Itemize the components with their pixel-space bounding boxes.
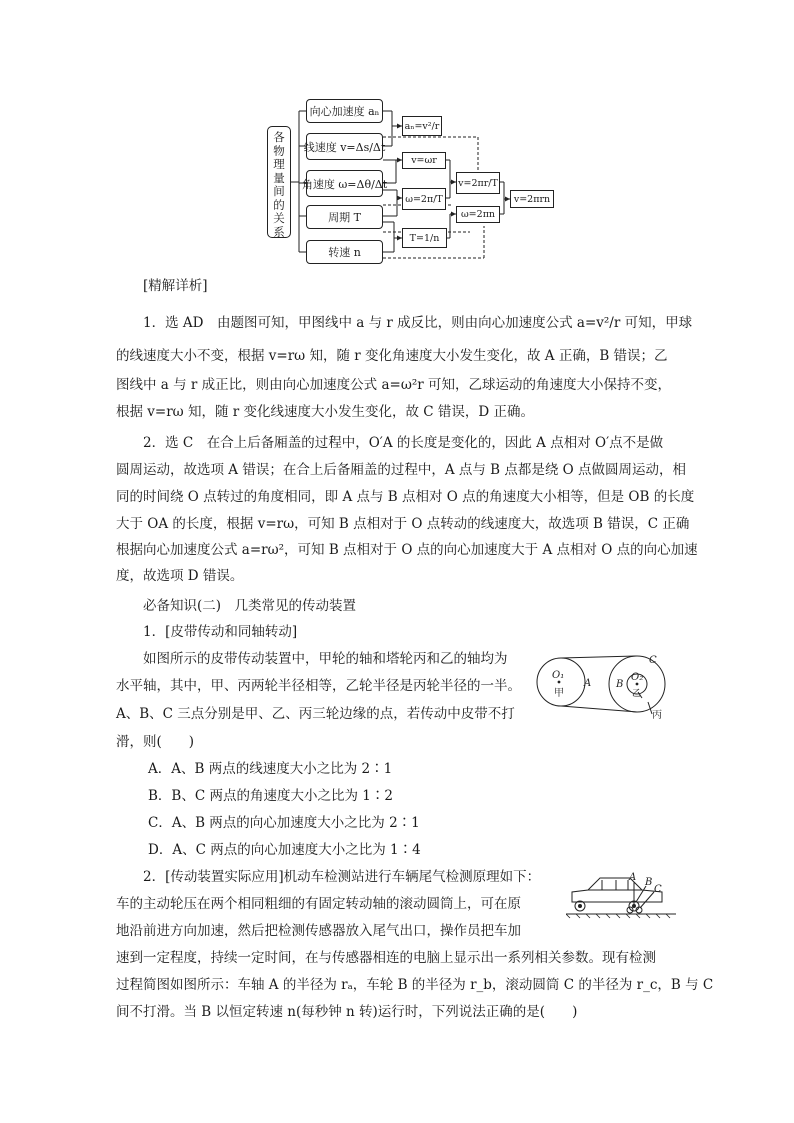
car-rollers-figure (566, 868, 681, 920)
question-line: 地沿前进方向加速，然后把检测传感器放入尾气出口，操作员把车加 (116, 923, 521, 939)
label-point-b: B (616, 679, 624, 690)
question-line: 车的主动轮压在两个相同粗细的有固定转动轴的滚动圆筒上，可在原 (116, 896, 521, 912)
label-point-b: B (645, 877, 653, 888)
formula-w-2pi-T: ω=2π/T (402, 188, 446, 210)
answer-line: 圆周运动，故选项 A 错误；在合上后备厢盖的过程中，A 点与 B 点都是绕 O 点做圆周运动，相 (116, 462, 687, 478)
diagram-connectors (0, 0, 794, 270)
box-linear-velocity: 线速度 v=Δs/Δt (306, 133, 383, 160)
option-a[interactable]: A．A、B 两点的线速度大小之比为 2∶1 (148, 761, 393, 777)
answer-line: 根据 v=rω 知，随 r 变化线速度大小发生变化，故 C 错误，D 正确。 (116, 404, 535, 420)
box-period: 周期 T (306, 205, 383, 229)
answer-line: 度，故选项 D 错误。 (116, 568, 244, 584)
question-line: A、B、C 三点分别是甲、乙、丙三轮边缘的点，若传动中皮带不打 (116, 706, 515, 722)
question-line: 水平轴，其中，甲、丙两轮半径相等，乙轮半径是丙轮半径的一半。 (116, 678, 521, 694)
answer-line: 的线速度大小不变，根据 v=rω 知，随 r 变化角速度大小发生变化，故 A 正确，B 错误；乙 (116, 348, 668, 364)
answer-line: 大于 OA 的长度，根据 v=rω，可知 B 点相对于 O 点转动的线速度大，故选项 B 错误，C 正确 (116, 516, 690, 532)
belt-drive-figure (528, 652, 678, 732)
label-yi: 乙 (632, 689, 642, 699)
relations-vertical-label: 各 物 理 量 间 的 关 系 (267, 126, 291, 238)
question-line: 间不打滑。当 B 以恒定转速 n(每秒钟 n 转)运行时，下列说法正确的是( ) (116, 1004, 578, 1020)
label-o2: O₂ (631, 672, 644, 683)
answer-line: 2．选 C 在合上后备厢盖的过程中，O′A 的长度是变化的，因此 A 点相对 O′点不是做 (143, 435, 664, 451)
label-point-a: A (584, 678, 592, 689)
question-line: 速到一定程度，持续一定时间，在与传感器相连的电脑上显示出一系列相关参数。现有检测 (116, 950, 656, 966)
label-jia: 甲 (554, 688, 564, 699)
formula-an-v2-r: aₙ=v²/r (402, 116, 442, 136)
option-b[interactable]: B．B、C 两点的角速度大小之比为 1∶2 (148, 788, 393, 804)
option-d[interactable]: D．A、C 两点的向心加速度大小之比为 1∶4 (148, 842, 421, 858)
section-title: [精解详析] (143, 278, 208, 294)
question-line: 滑，则( ) (116, 734, 195, 750)
question-line: 如图所示的皮带传动装置中，甲轮的轴和塔轮丙和乙的轴均为 (143, 651, 508, 667)
answer-line: 同的时间绕 O 点转过的角度相同，即 A 点与 B 点相对 O 点的角速度大小相等，但是 OB 的长度 (116, 489, 695, 505)
answer-line: 根据向心加速度公式 a=rω²，可知 B 点相对于 O 点的向心加速度大于 A 点相对 O 点的向心加速 (116, 542, 698, 558)
option-c[interactable]: C．A、B 两点的向心加速度大小之比为 2∶1 (148, 815, 420, 831)
box-angular-velocity: 角速度 ω=Δθ/Δt (306, 170, 383, 197)
box-rotation-speed: 转速 n (306, 240, 383, 264)
answer-line: 图线中 a 与 r 成正比，则由向心加速度公式 a=ω²r 可知，乙球运动的角速度大小保持不变， (116, 377, 671, 393)
question-title: 1．[皮带传动和同轴转动] (143, 624, 298, 640)
box-centripetal-acceleration: 向心加速度 aₙ (306, 99, 383, 123)
label-point-c: C (654, 884, 662, 895)
formula-v-2pir-T: v=2πr/T (456, 172, 500, 194)
question-line: 过程简图如图所示：车轴 A 的半径为 rₐ，车轮 B 的半径为 r_b，滚动圆筒 C 的半径为 r_c，B 与 C (116, 977, 714, 993)
label-bing: 丙 (652, 710, 662, 721)
question-line: 2．[传动装置实际应用]机动车检测站进行车辆尾气检测原理如下： (143, 869, 541, 885)
formula-T-1-n: T=1/n (402, 228, 447, 248)
knowledge-title: 必备知识(二) 几类常见的传动装置 (143, 598, 357, 614)
formula-v-wr: v=ωr (402, 152, 446, 169)
label-o1: O₁ (552, 670, 565, 681)
label-point-a: A (629, 872, 637, 883)
answer-line: 1．选 AD 由题图可知，甲图线中 a 与 r 成反比，则由向心加速度公式 a=v²/r 可知，甲球 (143, 315, 693, 331)
label-point-c: C (649, 655, 657, 666)
formula-w-2pin: ω=2πn (456, 206, 500, 223)
formula-v-2pirn: v=2πrn (510, 190, 554, 208)
